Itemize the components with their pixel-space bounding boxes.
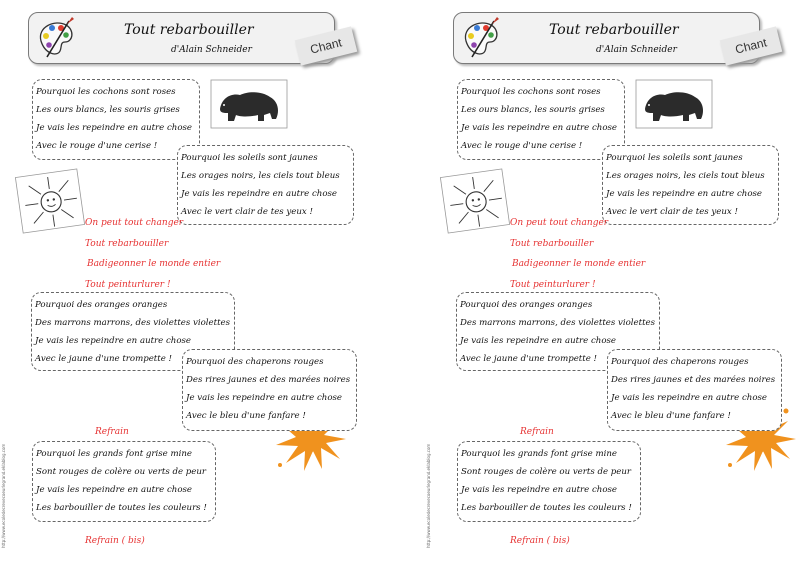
- refrain-line: Badigeonner le monde entier: [87, 259, 221, 269]
- verse-line: Des marrons marrons, des violettes violettes: [35, 318, 231, 328]
- verse-line: Pourquoi les grands font grise mine: [461, 449, 618, 459]
- refrain-block: [85, 213, 220, 295]
- header-panel: [28, 12, 344, 64]
- song-title: Tout rebarbouiller: [124, 22, 254, 38]
- stanza-5: [32, 441, 216, 522]
- refrain-line: Badigeonner le monde entier: [512, 259, 646, 269]
- verse-line: Pourquoi des oranges oranges: [35, 300, 168, 310]
- refrain-line: Tout peinturlurer !: [510, 279, 596, 290]
- side-url: http://www.ecoledecrevecoeurlegrand.eklablog.com: [426, 443, 431, 548]
- sun-illustration: [14, 168, 85, 234]
- verse-line: Avec le rouge d'une cerise !: [461, 141, 583, 151]
- verse-line: Sont rouges de colère ou verts de peur: [36, 467, 207, 477]
- bear-illustration: [210, 79, 288, 129]
- verse-line: Pourquoi des chaperons rouges: [186, 357, 324, 367]
- stanza-4: [607, 349, 782, 431]
- verse-line: Des rires jaunes et des marées noires: [611, 375, 776, 385]
- refrain-label: Refrain: [95, 427, 129, 437]
- verse-line: Sont rouges de colère ou verts de peur: [461, 467, 632, 477]
- verse-line: Avec le rouge d'une cerise !: [36, 141, 158, 151]
- palette-icon: [33, 15, 79, 61]
- palette-icon: [458, 15, 504, 61]
- refrain-line: Tout rebarbouiller: [85, 238, 169, 249]
- verse-line: Les orages noirs, les ciels tout bleus: [606, 171, 765, 181]
- verse-line: Pourquoi les soleils sont jaunes: [606, 153, 743, 163]
- refrain-line: On peut tout changer: [85, 218, 184, 228]
- verse-line: Pourquoi les cochons sont roses: [461, 87, 601, 97]
- bear-illustration: [635, 79, 713, 129]
- song-title: Tout rebarbouiller: [549, 22, 679, 38]
- side-url: http://www.ecoledecrevecoeurlegrand.eklablog.com: [1, 443, 6, 548]
- verse-line: Je vais les repeindre en autre chose: [606, 189, 763, 199]
- verse-line: Les barbouiller de toutes les couleurs !: [461, 503, 632, 513]
- header-panel: [453, 12, 769, 64]
- stanza-1: [32, 79, 200, 160]
- verse-line: Les ours blancs, les souris grises: [461, 105, 605, 115]
- verse-line: Je vais les repeindre en autre chose: [461, 123, 618, 133]
- song-author: d'Alain Schneider: [171, 45, 252, 55]
- verse-line: Avec le bleu d'une fanfare !: [611, 411, 731, 421]
- verse-line: Pourquoi les grands font grise mine: [36, 449, 193, 459]
- verse-line: Je vais les repeindre en autre chose: [35, 336, 192, 346]
- verse-line: Avec le bleu d'une fanfare !: [186, 411, 306, 421]
- page-right: [425, 0, 800, 565]
- verse-line: Des rires jaunes et des marées noires: [186, 375, 351, 385]
- verse-line: Je vais les repeindre en autre chose: [186, 393, 343, 403]
- stanza-5: [457, 441, 641, 522]
- verse-line: Je vais les repeindre en autre chose: [611, 393, 768, 403]
- verse-line: Les barbouiller de toutes les couleurs !: [36, 503, 207, 513]
- chant-tag: Chant: [720, 26, 783, 65]
- verse-line: Les ours blancs, les souris grises: [36, 105, 180, 115]
- verse-line: Pourquoi les soleils sont jaunes: [181, 153, 318, 163]
- verse-line: Je vais les repeindre en autre chose: [460, 336, 617, 346]
- refrain-bis-label: Refrain ( bis): [510, 536, 570, 546]
- verse-line: Les orages noirs, les ciels tout bleus: [181, 171, 340, 181]
- refrain-bis-label: Refrain ( bis): [85, 536, 145, 546]
- verse-line: Avec le vert clair de tes yeux !: [181, 207, 313, 217]
- verse-line: Je vais les repeindre en autre chose: [461, 485, 618, 495]
- stanza-1: [457, 79, 625, 160]
- verse-line: Pourquoi des chaperons rouges: [611, 357, 749, 367]
- verse-line: Avec le jaune d'une trompette !: [460, 354, 597, 364]
- chant-tag: Chant: [295, 26, 358, 65]
- sun-illustration: [439, 168, 510, 234]
- verse-line: Pourquoi des oranges oranges: [460, 300, 593, 310]
- verse-line: Avec le jaune d'une trompette !: [35, 354, 172, 364]
- refrain-block: [510, 213, 645, 295]
- verse-line: Avec le vert clair de tes yeux !: [606, 207, 738, 217]
- refrain-line: Tout peinturlurer !: [85, 279, 171, 290]
- verse-line: Je vais les repeindre en autre chose: [36, 123, 193, 133]
- verse-line: Je vais les repeindre en autre chose: [36, 485, 193, 495]
- verse-line: Des marrons marrons, des violettes violettes: [460, 318, 656, 328]
- refrain-label: Refrain: [520, 427, 554, 437]
- verse-line: Je vais les repeindre en autre chose: [181, 189, 338, 199]
- stanza-4: [182, 349, 357, 431]
- verse-line: Pourquoi les cochons sont roses: [36, 87, 176, 97]
- refrain-line: On peut tout changer: [510, 218, 609, 228]
- song-author: d'Alain Schneider: [596, 45, 677, 55]
- refrain-line: Tout rebarbouiller: [510, 238, 594, 249]
